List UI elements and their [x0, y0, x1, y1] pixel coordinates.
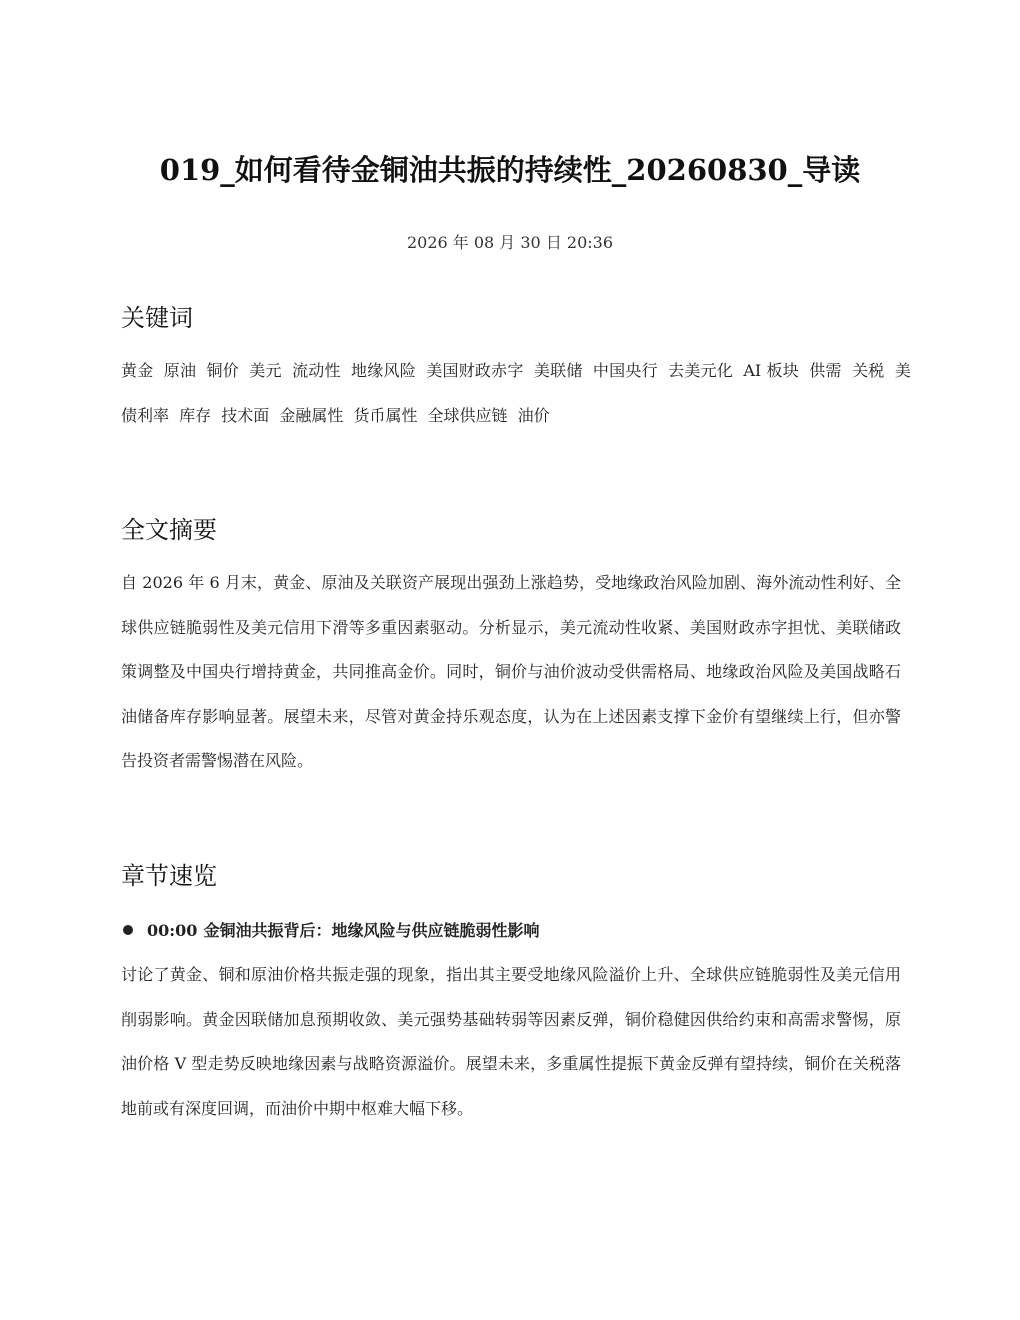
keyword: 金融属性 — [279, 405, 344, 425]
keyword: 流动性 — [292, 361, 341, 380]
chapters-heading: 章节速览 — [121, 862, 217, 890]
summary-text: 自 2026 年 6 月末，黄金、原油及关联资产展现出强劲上涨趋势，受地缘政治风险加剧、海外流动性利好、全球供应链脆弱性及美元信用下滑等多重因素驱动。分析显示，美元流动性收紧、美国财政赤字担忧、美联储政策调整及中国央行增持黄金，共同推高金价。同时，铜价与油价波动受供需格局、地缘政治风险及美国战略石油储备库存影响显著。展望未来，尽管对黄金持乐观态度，认为在上述因素支撑下金价有望继续上行，但亦警告投资者需警惕潜在风险。 — [121, 573, 901, 770]
keyword: 黄金 — [121, 361, 154, 380]
document-date: 2026 年 08 月 30 日 20:36 — [406, 233, 614, 252]
chapter-description: 讨论了黄金、铜和原油价格共振走强的现象，指出其主要受地缘风险溢价上升、全球供应链脆弱性及美元信用削弱影响。黄金因联储加息预期收敛、美元强势基础转弱等因素反弹，铜价稳健因供给约束和高需求警惕，原油价格 V 型走势反映地缘因素与战略资源溢价。展望未来，多重属性提振下黄金反弹有望持续，铜价在关税落地前或有深度回调，而油价中期中枢难大幅下移。 — [121, 965, 901, 1118]
summary-heading: 全文摘要 — [121, 516, 217, 544]
keywords-list — [121, 349, 911, 438]
keyword: 货币属性 — [353, 405, 418, 425]
keyword: 美元 — [249, 361, 282, 380]
chapter-title: 金铜油共振背后：地缘风险与供应链脆弱性影响 — [203, 921, 540, 940]
keyword: 原油 — [163, 361, 197, 380]
keyword: 全球供应链 — [427, 405, 508, 425]
keywords-heading: 关键词 — [121, 304, 193, 332]
chapter-item[interactable] — [121, 918, 901, 944]
keyword: 美债利率 — [121, 361, 911, 425]
keyword: 美国财政赤字 — [426, 361, 524, 380]
keyword: 铜价 — [206, 361, 239, 380]
keyword: AI 板块 — [743, 361, 799, 380]
bullet-icon — [123, 925, 133, 935]
keyword: 库存 — [179, 405, 212, 425]
keyword: 去美元化 — [668, 361, 734, 380]
keyword: 中国央行 — [592, 361, 658, 380]
keyword: 关税 — [852, 361, 885, 380]
keyword: 技术面 — [221, 405, 270, 425]
keyword: 供需 — [809, 361, 842, 380]
keyword: 油价 — [517, 405, 550, 425]
chapter-timestamp: 00:00 — [147, 921, 198, 940]
document-title: 019_如何看待金铜油共振的持续性_20260830_导读 — [159, 153, 861, 187]
keyword: 地缘风险 — [351, 361, 416, 380]
keyword: 美联储 — [533, 361, 583, 380]
